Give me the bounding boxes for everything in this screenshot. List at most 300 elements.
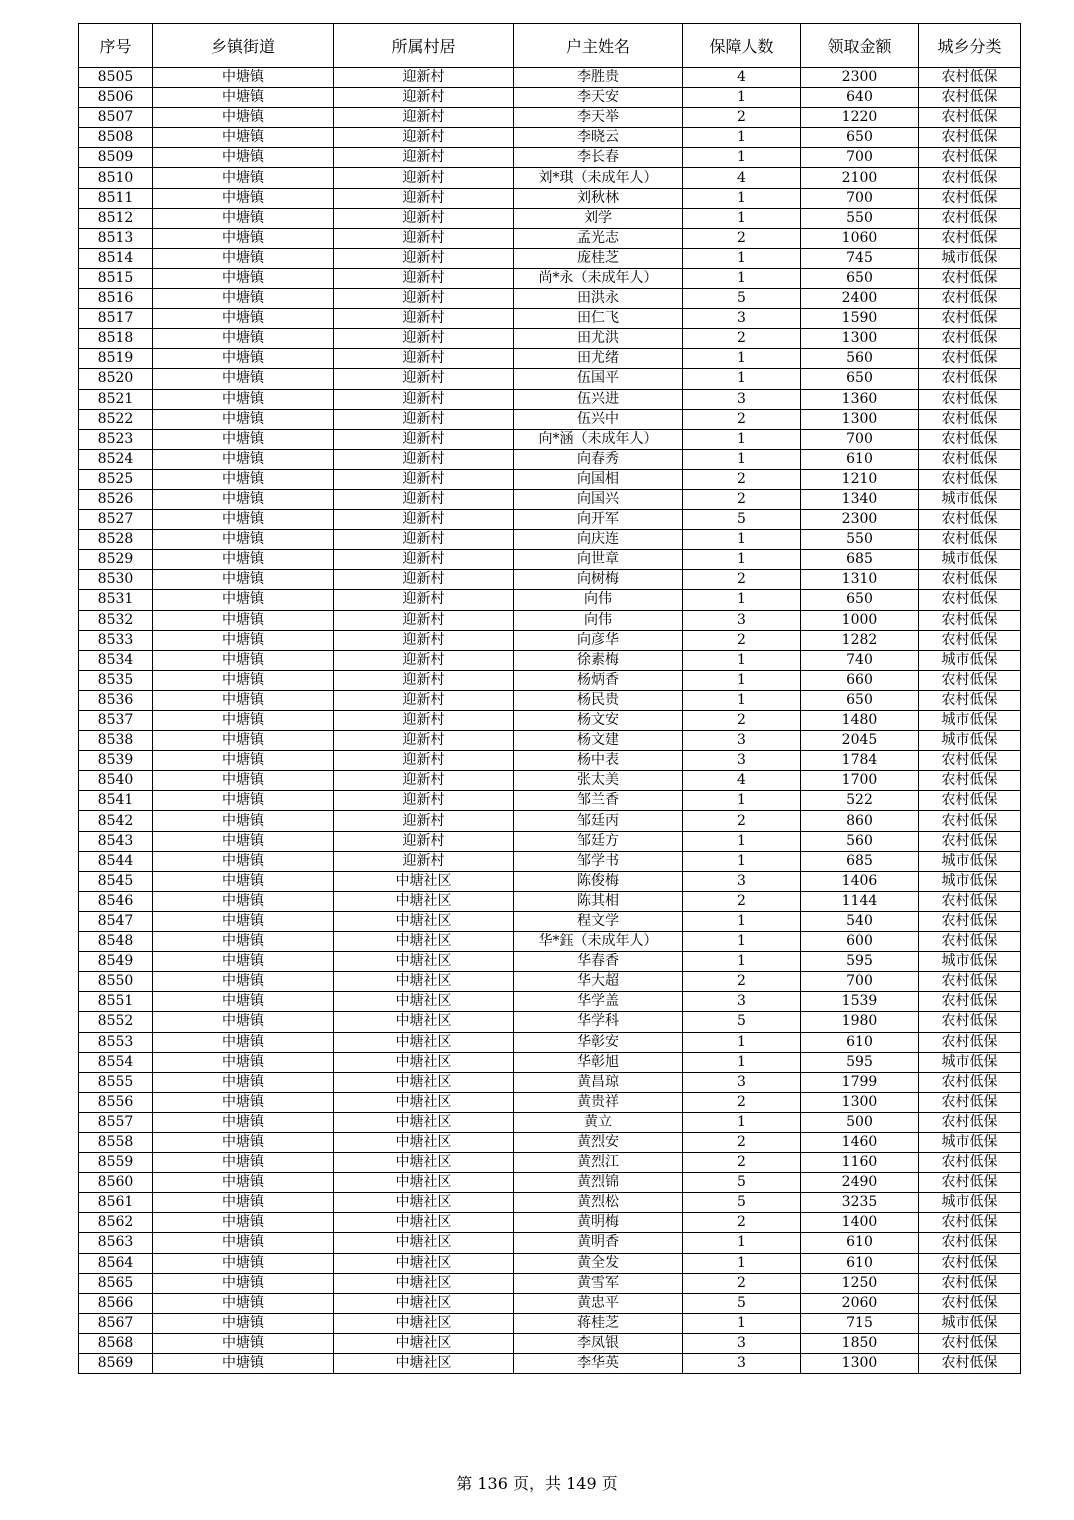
table-row	[79, 429, 1021, 449]
amount-cell: 1220	[801, 108, 919, 128]
village-cell: 迎新村	[334, 570, 514, 590]
table-row	[79, 1354, 1021, 1374]
township-cell: 中塘镇	[153, 771, 334, 791]
serial-number-cell: 8565	[79, 1273, 153, 1293]
township-cell: 中塘镇	[153, 650, 334, 670]
category-cell: 农村低保	[919, 128, 1021, 148]
amount-cell: 550	[801, 530, 919, 550]
amount-cell: 700	[801, 188, 919, 208]
category-cell: 农村低保	[919, 349, 1021, 369]
township-cell: 中塘镇	[153, 570, 334, 590]
covered-persons-cell: 1	[683, 429, 801, 449]
category-cell: 农村低保	[919, 449, 1021, 469]
covered-persons-cell: 1	[683, 449, 801, 469]
householder-name-cell: 向树梅	[514, 570, 683, 590]
covered-persons-cell: 2	[683, 570, 801, 590]
village-cell: 迎新村	[334, 811, 514, 831]
table-row	[79, 409, 1021, 429]
township-cell: 中塘镇	[153, 309, 334, 329]
township-cell: 中塘镇	[153, 1273, 334, 1293]
category-cell: 农村低保	[919, 891, 1021, 911]
amount-cell: 1850	[801, 1333, 919, 1353]
table-row	[79, 248, 1021, 268]
category-cell: 农村低保	[919, 68, 1021, 88]
township-cell: 中塘镇	[153, 469, 334, 489]
category-cell: 农村低保	[919, 409, 1021, 429]
village-cell: 迎新村	[334, 289, 514, 309]
village-cell: 迎新村	[334, 309, 514, 329]
table-row	[79, 329, 1021, 349]
serial-number-cell: 8511	[79, 188, 153, 208]
village-cell: 中塘社区	[334, 1112, 514, 1132]
village-cell: 中塘社区	[334, 1032, 514, 1052]
serial-number-cell: 8558	[79, 1132, 153, 1152]
householder-name-cell: 黄明香	[514, 1233, 683, 1253]
table-row	[79, 68, 1021, 88]
serial-number-cell: 8557	[79, 1112, 153, 1132]
covered-persons-cell: 4	[683, 771, 801, 791]
householder-name-cell: 田尤洪	[514, 329, 683, 349]
village-cell: 迎新村	[334, 108, 514, 128]
village-cell: 迎新村	[334, 510, 514, 530]
householder-name-cell: 李天安	[514, 88, 683, 108]
amount-cell: 610	[801, 449, 919, 469]
table-row	[79, 469, 1021, 489]
village-cell: 迎新村	[334, 530, 514, 550]
amount-cell: 715	[801, 1313, 919, 1333]
village-cell: 迎新村	[334, 268, 514, 288]
category-cell: 农村低保	[919, 992, 1021, 1012]
category-cell: 农村低保	[919, 329, 1021, 349]
table-row	[79, 88, 1021, 108]
township-cell: 中塘镇	[153, 1173, 334, 1193]
table-row	[79, 751, 1021, 771]
village-cell: 迎新村	[334, 188, 514, 208]
covered-persons-cell: 1	[683, 1112, 801, 1132]
amount-cell: 1400	[801, 1213, 919, 1233]
covered-persons-cell: 2	[683, 108, 801, 128]
township-cell: 中塘镇	[153, 891, 334, 911]
village-cell: 中塘社区	[334, 1313, 514, 1333]
amount-cell: 700	[801, 972, 919, 992]
householder-name-cell: 田仁飞	[514, 309, 683, 329]
householder-name-cell: 尚*永（未成年人）	[514, 268, 683, 288]
serial-number-cell: 8520	[79, 369, 153, 389]
township-cell: 中塘镇	[153, 108, 334, 128]
covered-persons-cell: 1	[683, 148, 801, 168]
header-householder-name: 户主姓名	[514, 24, 683, 68]
township-cell: 中塘镇	[153, 1112, 334, 1132]
township-cell: 中塘镇	[153, 670, 334, 690]
category-cell: 农村低保	[919, 690, 1021, 710]
village-cell: 迎新村	[334, 550, 514, 570]
covered-persons-cell: 3	[683, 1354, 801, 1374]
table-row	[79, 952, 1021, 972]
village-cell: 迎新村	[334, 429, 514, 449]
village-cell: 迎新村	[334, 449, 514, 469]
township-cell: 中塘镇	[153, 489, 334, 509]
village-cell: 中塘社区	[334, 1193, 514, 1213]
village-cell: 迎新村	[334, 831, 514, 851]
covered-persons-cell: 2	[683, 329, 801, 349]
category-cell: 农村低保	[919, 108, 1021, 128]
covered-persons-cell: 2	[683, 1273, 801, 1293]
covered-persons-cell: 1	[683, 248, 801, 268]
village-cell: 迎新村	[334, 409, 514, 429]
serial-number-cell: 8568	[79, 1333, 153, 1353]
householder-name-cell: 黄烈江	[514, 1153, 683, 1173]
table-row	[79, 550, 1021, 570]
amount-cell: 640	[801, 88, 919, 108]
covered-persons-cell: 1	[683, 128, 801, 148]
serial-number-cell: 8536	[79, 690, 153, 710]
covered-persons-cell: 2	[683, 1132, 801, 1152]
township-cell: 中塘镇	[153, 1052, 334, 1072]
township-cell: 中塘镇	[153, 228, 334, 248]
village-cell: 迎新村	[334, 771, 514, 791]
serial-number-cell: 8517	[79, 309, 153, 329]
covered-persons-cell: 3	[683, 610, 801, 630]
amount-cell: 1980	[801, 1012, 919, 1032]
covered-persons-cell: 1	[683, 650, 801, 670]
township-cell: 中塘镇	[153, 510, 334, 530]
serial-number-cell: 8539	[79, 751, 153, 771]
village-cell: 迎新村	[334, 349, 514, 369]
householder-name-cell: 向庆连	[514, 530, 683, 550]
serial-number-cell: 8560	[79, 1173, 153, 1193]
township-cell: 中塘镇	[153, 590, 334, 610]
category-cell: 城市低保	[919, 650, 1021, 670]
category-cell: 城市低保	[919, 952, 1021, 972]
category-cell: 城市低保	[919, 550, 1021, 570]
table-row	[79, 1052, 1021, 1072]
township-cell: 中塘镇	[153, 711, 334, 731]
category-cell: 农村低保	[919, 369, 1021, 389]
township-cell: 中塘镇	[153, 952, 334, 972]
category-cell: 农村低保	[919, 1354, 1021, 1374]
householder-name-cell: 刘学	[514, 208, 683, 228]
householder-name-cell: 杨中表	[514, 751, 683, 771]
covered-persons-cell: 1	[683, 851, 801, 871]
township-cell: 中塘镇	[153, 1354, 334, 1374]
householder-name-cell: 杨炳香	[514, 670, 683, 690]
township-cell: 中塘镇	[153, 831, 334, 851]
table-row	[79, 389, 1021, 409]
table-row	[79, 349, 1021, 369]
category-cell: 农村低保	[919, 1213, 1021, 1233]
amount-cell: 1060	[801, 228, 919, 248]
township-cell: 中塘镇	[153, 992, 334, 1012]
amount-cell: 700	[801, 148, 919, 168]
amount-cell: 1300	[801, 329, 919, 349]
township-cell: 中塘镇	[153, 1032, 334, 1052]
householder-name-cell: 蒋桂芝	[514, 1313, 683, 1333]
serial-number-cell: 8521	[79, 389, 153, 409]
householder-name-cell: 伍国平	[514, 369, 683, 389]
township-cell: 中塘镇	[153, 811, 334, 831]
village-cell: 迎新村	[334, 369, 514, 389]
householder-name-cell: 黄贵祥	[514, 1092, 683, 1112]
village-cell: 中塘社区	[334, 1072, 514, 1092]
householder-name-cell: 向彦华	[514, 630, 683, 650]
householder-name-cell: 黄立	[514, 1112, 683, 1132]
table-row	[79, 108, 1021, 128]
township-cell: 中塘镇	[153, 369, 334, 389]
householder-name-cell: 黄雪军	[514, 1273, 683, 1293]
category-cell: 农村低保	[919, 751, 1021, 771]
township-cell: 中塘镇	[153, 550, 334, 570]
village-cell: 迎新村	[334, 690, 514, 710]
serial-number-cell: 8514	[79, 248, 153, 268]
category-cell: 农村低保	[919, 831, 1021, 851]
householder-name-cell: 李华英	[514, 1354, 683, 1374]
amount-cell: 540	[801, 911, 919, 931]
township-cell: 中塘镇	[153, 1333, 334, 1353]
serial-number-cell: 8544	[79, 851, 153, 871]
householder-name-cell: 徐素梅	[514, 650, 683, 670]
amount-cell: 1480	[801, 711, 919, 731]
category-cell: 农村低保	[919, 1333, 1021, 1353]
village-cell: 中塘社区	[334, 1153, 514, 1173]
serial-number-cell: 8550	[79, 972, 153, 992]
serial-number-cell: 8522	[79, 409, 153, 429]
covered-persons-cell: 3	[683, 1333, 801, 1353]
covered-persons-cell: 2	[683, 711, 801, 731]
township-cell: 中塘镇	[153, 68, 334, 88]
township-cell: 中塘镇	[153, 188, 334, 208]
serial-number-cell: 8543	[79, 831, 153, 851]
covered-persons-cell: 1	[683, 349, 801, 369]
township-cell: 中塘镇	[153, 610, 334, 630]
category-cell: 农村低保	[919, 429, 1021, 449]
amount-cell: 1784	[801, 751, 919, 771]
amount-cell: 650	[801, 690, 919, 710]
village-cell: 迎新村	[334, 469, 514, 489]
serial-number-cell: 8547	[79, 911, 153, 931]
householder-name-cell: 黄昌琼	[514, 1072, 683, 1092]
table-row	[79, 148, 1021, 168]
householder-name-cell: 陈俊梅	[514, 871, 683, 891]
township-cell: 中塘镇	[153, 208, 334, 228]
township-cell: 中塘镇	[153, 1072, 334, 1092]
village-cell: 迎新村	[334, 711, 514, 731]
table-row	[79, 369, 1021, 389]
serial-number-cell: 8527	[79, 510, 153, 530]
table-header-row	[79, 24, 1021, 68]
table-row	[79, 1313, 1021, 1333]
table-row	[79, 711, 1021, 731]
covered-persons-cell: 1	[683, 1253, 801, 1273]
serial-number-cell: 8551	[79, 992, 153, 1012]
amount-cell: 1300	[801, 409, 919, 429]
serial-number-cell: 8542	[79, 811, 153, 831]
township-cell: 中塘镇	[153, 731, 334, 751]
amount-cell: 2300	[801, 68, 919, 88]
village-cell: 中塘社区	[334, 1052, 514, 1072]
category-cell: 农村低保	[919, 208, 1021, 228]
covered-persons-cell: 5	[683, 1293, 801, 1313]
village-cell: 中塘社区	[334, 1132, 514, 1152]
serial-number-cell: 8559	[79, 1153, 153, 1173]
covered-persons-cell: 2	[683, 630, 801, 650]
table-row	[79, 731, 1021, 751]
serial-number-cell: 8516	[79, 289, 153, 309]
category-cell: 城市低保	[919, 851, 1021, 871]
amount-cell: 740	[801, 650, 919, 670]
householder-name-cell: 李天举	[514, 108, 683, 128]
table-row	[79, 128, 1021, 148]
amount-cell: 1310	[801, 570, 919, 590]
township-cell: 中塘镇	[153, 690, 334, 710]
table-row	[79, 650, 1021, 670]
amount-cell: 1340	[801, 489, 919, 509]
serial-number-cell: 8567	[79, 1313, 153, 1333]
category-cell: 农村低保	[919, 932, 1021, 952]
township-cell: 中塘镇	[153, 88, 334, 108]
serial-number-cell: 8537	[79, 711, 153, 731]
serial-number-cell: 8515	[79, 268, 153, 288]
covered-persons-cell: 1	[683, 911, 801, 931]
householder-name-cell: 黄烈安	[514, 1132, 683, 1152]
category-cell: 农村低保	[919, 1092, 1021, 1112]
village-cell: 迎新村	[334, 751, 514, 771]
covered-persons-cell: 1	[683, 1313, 801, 1333]
amount-cell: 1210	[801, 469, 919, 489]
serial-number-cell: 8506	[79, 88, 153, 108]
amount-cell: 2060	[801, 1293, 919, 1313]
village-cell: 迎新村	[334, 489, 514, 509]
householder-name-cell: 邹廷方	[514, 831, 683, 851]
householder-name-cell: 向伟	[514, 590, 683, 610]
covered-persons-cell: 3	[683, 389, 801, 409]
householder-name-cell: 李长春	[514, 148, 683, 168]
township-cell: 中塘镇	[153, 128, 334, 148]
township-cell: 中塘镇	[153, 972, 334, 992]
category-cell: 农村低保	[919, 630, 1021, 650]
category-cell: 农村低保	[919, 791, 1021, 811]
householder-name-cell: 伍兴进	[514, 389, 683, 409]
serial-number-cell: 8518	[79, 329, 153, 349]
table-row	[79, 992, 1021, 1012]
covered-persons-cell: 2	[683, 1213, 801, 1233]
householder-name-cell: 黄烈松	[514, 1193, 683, 1213]
serial-number-cell: 8561	[79, 1193, 153, 1213]
covered-persons-cell: 1	[683, 670, 801, 690]
table-row	[79, 289, 1021, 309]
serial-number-cell: 8523	[79, 429, 153, 449]
householder-name-cell: 向国兴	[514, 489, 683, 509]
village-cell: 中塘社区	[334, 1012, 514, 1032]
amount-cell: 1799	[801, 1072, 919, 1092]
village-cell: 迎新村	[334, 148, 514, 168]
table-row	[79, 932, 1021, 952]
serial-number-cell: 8533	[79, 630, 153, 650]
amount-cell: 650	[801, 590, 919, 610]
amount-cell: 600	[801, 932, 919, 952]
table-row	[79, 891, 1021, 911]
serial-number-cell: 8563	[79, 1233, 153, 1253]
amount-cell: 1300	[801, 1354, 919, 1374]
category-cell: 农村低保	[919, 389, 1021, 409]
table-body	[79, 68, 1021, 1374]
serial-number-cell: 8530	[79, 570, 153, 590]
village-cell: 中塘社区	[334, 1354, 514, 1374]
serial-number-cell: 8529	[79, 550, 153, 570]
householder-name-cell: 邹学书	[514, 851, 683, 871]
householder-name-cell: 刘*琪（未成年人）	[514, 168, 683, 188]
village-cell: 迎新村	[334, 248, 514, 268]
category-cell: 农村低保	[919, 510, 1021, 530]
covered-persons-cell: 1	[683, 831, 801, 851]
amount-cell: 700	[801, 429, 919, 449]
category-cell: 农村低保	[919, 88, 1021, 108]
serial-number-cell: 8541	[79, 791, 153, 811]
village-cell: 中塘社区	[334, 1273, 514, 1293]
amount-cell: 610	[801, 1032, 919, 1052]
table-row	[79, 1012, 1021, 1032]
village-cell: 迎新村	[334, 650, 514, 670]
village-cell: 中塘社区	[334, 972, 514, 992]
village-cell: 中塘社区	[334, 952, 514, 972]
table-row	[79, 771, 1021, 791]
category-cell: 城市低保	[919, 731, 1021, 751]
village-cell: 迎新村	[334, 168, 514, 188]
householder-name-cell: 李胜贵	[514, 68, 683, 88]
serial-number-cell: 8513	[79, 228, 153, 248]
village-cell: 中塘社区	[334, 1333, 514, 1353]
serial-number-cell: 8555	[79, 1072, 153, 1092]
covered-persons-cell: 1	[683, 932, 801, 952]
township-cell: 中塘镇	[153, 329, 334, 349]
covered-persons-cell: 1	[683, 690, 801, 710]
township-cell: 中塘镇	[153, 630, 334, 650]
village-cell: 中塘社区	[334, 1233, 514, 1253]
table-row	[79, 1173, 1021, 1193]
serial-number-cell: 8546	[79, 891, 153, 911]
village-cell: 迎新村	[334, 670, 514, 690]
householder-name-cell: 张太美	[514, 771, 683, 791]
category-cell: 农村低保	[919, 289, 1021, 309]
serial-number-cell: 8532	[79, 610, 153, 630]
amount-cell: 2490	[801, 1173, 919, 1193]
householder-name-cell: 黄明梅	[514, 1213, 683, 1233]
covered-persons-cell: 1	[683, 208, 801, 228]
householder-name-cell: 杨文建	[514, 731, 683, 751]
householder-name-cell: 李晓云	[514, 128, 683, 148]
village-cell: 迎新村	[334, 610, 514, 630]
village-cell: 迎新村	[334, 851, 514, 871]
householder-name-cell: 黄烈锦	[514, 1173, 683, 1193]
covered-persons-cell: 4	[683, 68, 801, 88]
table-row	[79, 309, 1021, 329]
amount-cell: 650	[801, 128, 919, 148]
township-cell: 中塘镇	[153, 389, 334, 409]
householder-name-cell: 邹兰香	[514, 791, 683, 811]
village-cell: 迎新村	[334, 128, 514, 148]
covered-persons-cell: 2	[683, 228, 801, 248]
amount-cell: 1000	[801, 610, 919, 630]
township-cell: 中塘镇	[153, 851, 334, 871]
table-row	[79, 972, 1021, 992]
table-row	[79, 811, 1021, 831]
householder-name-cell: 向开军	[514, 510, 683, 530]
village-cell: 迎新村	[334, 389, 514, 409]
householder-name-cell: 程文学	[514, 911, 683, 931]
amount-cell: 2045	[801, 731, 919, 751]
village-cell: 中塘社区	[334, 1293, 514, 1313]
page-number-footer: 第 136 页，共 149 页	[456, 1474, 618, 1493]
householder-name-cell: 向伟	[514, 610, 683, 630]
